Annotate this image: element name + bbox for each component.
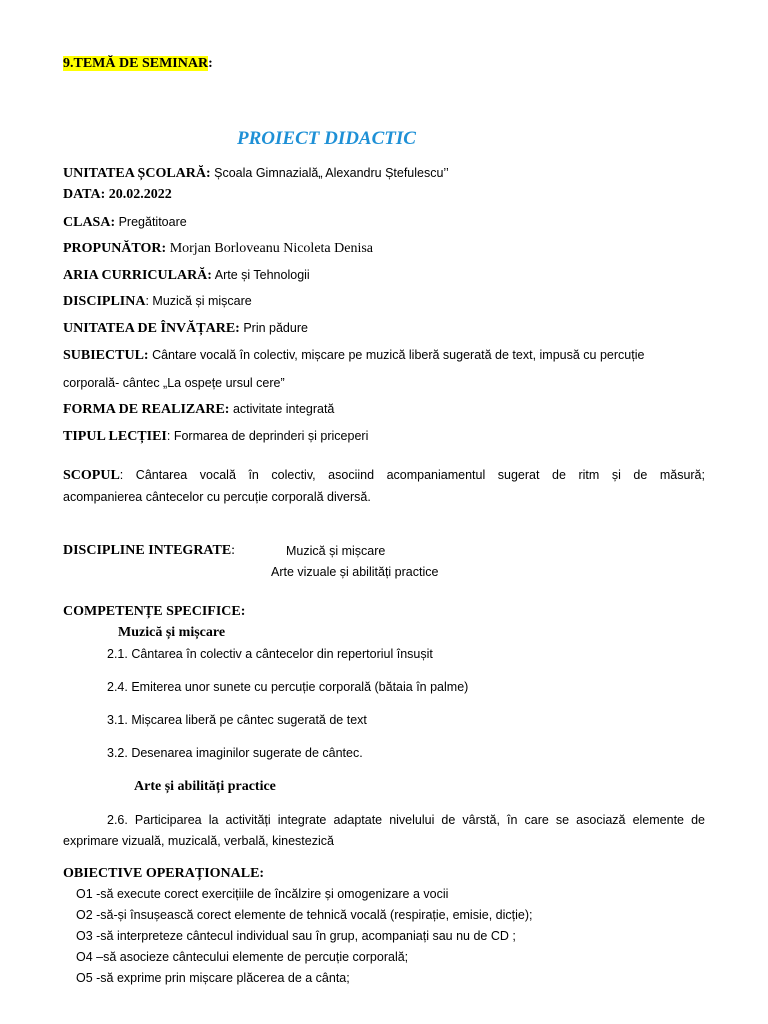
obiectiv-item: O4 –să asocieze cântecului elemente de percuție corporală; [76,950,409,964]
competente-heading: COMPETENȚE SPECIFICE: [63,604,246,619]
field-aria-curriculara: ARIA CURRICULARĂ: Arte și Tehnologii [63,268,310,283]
field-disciplina: DISCIPLINA: Muzică și mișcare [63,294,252,309]
competenta-item: 3.2. Desenarea imaginilor sugerate de cântec. [107,746,363,760]
field-subiectul-continued: corporală- cântec „La ospețe ursul cere” [63,376,285,390]
field-subiectul: SUBIECTUL: Cântare vocală în colectiv, mișcare pe muzică liberă sugerată de text, impusă cu percuție [63,348,645,363]
field-scopul: SCOPUL: Cântarea vocală în colectiv, asociind acompaniamentul sugerat de ritm și de măsură; [63,468,705,483]
field-unitatea-invatare: UNITATEA DE ÎNVĂȚARE: Prin pădure [63,321,308,336]
field-data: DATA: 20.02.2022 [63,187,172,202]
discipline-integrate-label: DISCIPLINE INTEGRATE: [63,543,236,558]
competenta-item: 3.1. Mișcarea liberă pe cântec sugerată de text [107,713,367,727]
discipline-integrate-item: Muzică și mișcare [286,544,386,558]
obiectiv-item: O3 -să interpreteze cântecul individual sau în grup, acompaniați sau nu de CD ; [76,929,516,943]
seminar-heading: 9.TEMĂ DE SEMINAR: [63,56,213,71]
field-propunator: PROPUNĂTOR: Morjan Borloveanu Nicoleta Denisa [63,241,374,256]
discipline-integrate-item: Arte vizuale și abilități practice [271,565,439,579]
field-clasa: CLASA: Pregătitoare [63,215,187,230]
competenta-item-continued: exprimare vizuală, muzicală, verbală, kinestezică [63,834,334,848]
field-unitatea-scolara: UNITATEA ȘCOLARĂ: Școala Gimnazială„ Alexandru Ștefulescu’’ [63,166,449,181]
field-forma-realizare: FORMA DE REALIZARE: activitate integrată [63,402,335,417]
competente-group-title: Muzică și mișcare [118,625,226,640]
competenta-item: 2.4. Emiterea unor sunete cu percuție corporală (bătaia în palme) [107,680,469,694]
obiectiv-item: O1 -să execute corect exercițiile de încălzire și omogenizare a vocii [76,887,449,901]
obiectiv-item: O2 -să-și însușească corect elemente de tehnică vocală (respirație, emisie, dicție); [76,908,533,922]
field-tipul-lectiei: TIPUL LECȚIEI: Formarea de deprinderi și priceperi [63,429,369,444]
obiectiv-item: O5 -să exprime prin mișcare plăcerea de a cânta; [76,971,350,985]
competenta-item: 2.1. Cântarea în colectiv a cântecelor din repertoriul însușit [107,647,433,661]
field-scopul-continued: acompanierea cântecelor cu percuție corporală diversă. [63,490,371,504]
competente-group-title: Arte și abilități practice [134,779,276,794]
document-title: PROIECT DIDACTIC [237,128,416,149]
obiective-heading: OBIECTIVE OPERAȚIONALE: [63,866,265,881]
competenta-item: 2.6. Participarea la activități integrate adaptate nivelului de vârstă, în care se asociază elemente de [107,813,705,827]
